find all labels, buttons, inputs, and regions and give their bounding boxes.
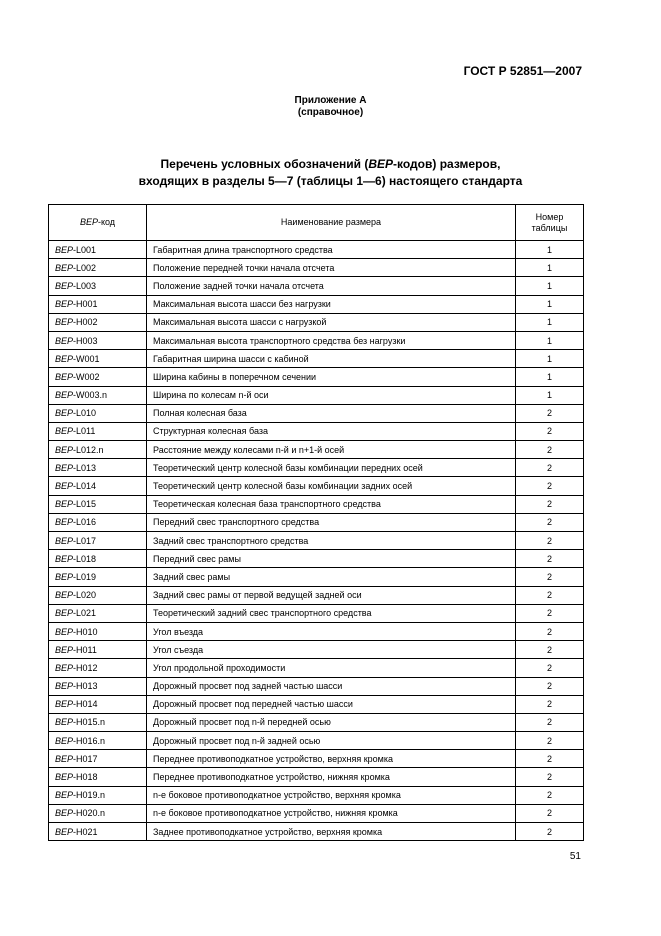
table-number-cell: 2 bbox=[516, 695, 584, 713]
code-prefix: ВЕР bbox=[55, 262, 74, 273]
code-suffix: -L017 bbox=[73, 535, 97, 546]
code-cell bbox=[49, 677, 147, 695]
table-row bbox=[49, 313, 584, 331]
table-row bbox=[49, 568, 584, 586]
table-number-cell: 2 bbox=[516, 786, 584, 804]
table-number-cell: 1 bbox=[516, 368, 584, 386]
code-prefix: ВЕР bbox=[55, 371, 74, 382]
code-suffix: -L018 bbox=[73, 553, 97, 564]
table-row bbox=[49, 713, 584, 731]
name-cell: Переднее противоподкатное устройство, нижняя кромка bbox=[147, 768, 516, 786]
code-prefix: ВЕР bbox=[55, 499, 74, 510]
code-prefix: ВЕР bbox=[55, 571, 74, 582]
table-row bbox=[49, 768, 584, 786]
title-line-2: входящих в разделы 5—7 (таблицы 1—6) настоящего стандарта bbox=[138, 174, 523, 188]
name-cell: n-е боковое противоподкатное устройство, нижняя кромка bbox=[147, 804, 516, 822]
code-suffix: -L013 bbox=[73, 462, 97, 473]
code-cell bbox=[49, 459, 147, 477]
table-row bbox=[49, 241, 584, 259]
table-number-cell: 2 bbox=[516, 823, 584, 841]
table-row bbox=[49, 350, 584, 368]
code-cell bbox=[49, 604, 147, 622]
table-number-cell: 1 bbox=[516, 277, 584, 295]
name-cell: Дорожный просвет под n-й задней осью bbox=[147, 732, 516, 750]
code-suffix: -H011 bbox=[73, 644, 97, 655]
code-cell bbox=[49, 550, 147, 568]
name-cell: Дорожный просвет под задней частью шасси bbox=[147, 677, 516, 695]
code-prefix: ВЕР bbox=[55, 517, 74, 528]
header-name: Наименование размера bbox=[147, 205, 516, 241]
code-prefix: ВЕР bbox=[55, 644, 74, 655]
code-prefix: ВЕР bbox=[55, 681, 74, 692]
code-prefix: ВЕР bbox=[55, 772, 74, 783]
code-prefix: ВЕР bbox=[55, 735, 74, 746]
code-suffix: -H016.n bbox=[73, 735, 106, 746]
code-suffix: -L012.n bbox=[73, 444, 104, 455]
code-cell bbox=[49, 732, 147, 750]
name-cell: Габаритная ширина шасси с кабиной bbox=[147, 350, 516, 368]
header-table-number bbox=[516, 205, 584, 241]
code-cell bbox=[49, 659, 147, 677]
code-cell bbox=[49, 404, 147, 422]
table-header-row bbox=[49, 205, 584, 241]
table-row bbox=[49, 331, 584, 349]
code-cell bbox=[49, 331, 147, 349]
code-cell bbox=[49, 313, 147, 331]
code-prefix: ВЕР bbox=[55, 753, 74, 764]
table-number-cell: 2 bbox=[516, 641, 584, 659]
code-suffix: -H001 bbox=[73, 299, 98, 310]
header-table-number-line1: Номер bbox=[535, 211, 564, 222]
appendix-type: (справочное) bbox=[297, 107, 364, 118]
code-cell bbox=[49, 350, 147, 368]
page-number: 51 bbox=[569, 851, 581, 862]
table-row bbox=[49, 422, 584, 440]
appendix-heading bbox=[0, 95, 661, 119]
table-row bbox=[49, 786, 584, 804]
name-cell: n-е боковое противоподкатное устройство, верхняя кромка bbox=[147, 786, 516, 804]
code-prefix: ВЕР bbox=[55, 826, 74, 837]
table-row bbox=[49, 695, 584, 713]
code-suffix: -L001 bbox=[73, 244, 97, 255]
table-row bbox=[49, 386, 584, 404]
name-cell: Задний свес рамы bbox=[147, 568, 516, 586]
header-code-rest: -код bbox=[97, 217, 116, 227]
table-row bbox=[49, 532, 584, 550]
code-suffix: -L010 bbox=[73, 408, 97, 419]
code-suffix: -W002 bbox=[73, 371, 100, 382]
name-cell: Максимальная высота транспортного средства без нагрузки bbox=[147, 331, 516, 349]
code-prefix: ВЕР bbox=[55, 717, 74, 728]
name-cell: Положение задней точки начала отсчета bbox=[147, 277, 516, 295]
table-number-cell: 2 bbox=[516, 477, 584, 495]
code-prefix: ВЕР bbox=[55, 699, 74, 710]
code-suffix: -H018 bbox=[73, 772, 98, 783]
name-cell: Максимальная высота шасси с нагрузкой bbox=[147, 313, 516, 331]
title-part-after: -кодов) размеров, bbox=[393, 157, 501, 171]
code-prefix: ВЕР bbox=[55, 462, 74, 473]
table-number-cell: 2 bbox=[516, 441, 584, 459]
name-cell: Максимальная высота шасси без нагрузки bbox=[147, 295, 516, 313]
code-cell bbox=[49, 641, 147, 659]
table-row bbox=[49, 404, 584, 422]
code-suffix: -H002 bbox=[73, 317, 98, 328]
header-table-number-line2: таблицы bbox=[531, 222, 568, 233]
code-prefix: ВЕР bbox=[55, 535, 74, 546]
name-cell: Полная колесная база bbox=[147, 404, 516, 422]
code-prefix: ВЕР bbox=[55, 244, 74, 255]
code-cell bbox=[49, 695, 147, 713]
code-suffix: -H020.n bbox=[73, 808, 106, 819]
code-prefix: ВЕР bbox=[55, 317, 74, 328]
header-code bbox=[49, 205, 147, 241]
code-prefix: ВЕР bbox=[55, 299, 74, 310]
code-prefix: ВЕР bbox=[55, 808, 74, 819]
table-number-cell: 2 bbox=[516, 659, 584, 677]
header-code-italic: ВЕР bbox=[79, 217, 98, 227]
table-row bbox=[49, 495, 584, 513]
table-row bbox=[49, 277, 584, 295]
code-cell bbox=[49, 422, 147, 440]
code-suffix: -L011 bbox=[73, 426, 96, 437]
name-cell: Ширина по колесам n-й оси bbox=[147, 386, 516, 404]
name-cell: Заднее противоподкатное устройство, верхняя кромка bbox=[147, 823, 516, 841]
table-row bbox=[49, 550, 584, 568]
title-part-italic: ВЕР bbox=[368, 157, 394, 171]
table-number-cell: 2 bbox=[516, 804, 584, 822]
code-cell bbox=[49, 477, 147, 495]
table-number-cell: 2 bbox=[516, 568, 584, 586]
table-row bbox=[49, 804, 584, 822]
code-suffix: -L015 bbox=[73, 499, 97, 510]
code-suffix: -H012 bbox=[73, 662, 98, 673]
table-number-cell: 2 bbox=[516, 622, 584, 640]
code-prefix: ВЕР bbox=[55, 590, 74, 601]
code-suffix: -H017 bbox=[73, 753, 98, 764]
code-prefix: ВЕР bbox=[55, 662, 74, 673]
document-title bbox=[0, 156, 661, 190]
table-row bbox=[49, 659, 584, 677]
code-suffix: -H003 bbox=[73, 335, 98, 346]
code-suffix: -W001 bbox=[73, 353, 100, 364]
code-cell bbox=[49, 295, 147, 313]
table-number-cell: 1 bbox=[516, 313, 584, 331]
appendix-label: Приложение А bbox=[294, 95, 367, 106]
code-cell bbox=[49, 713, 147, 731]
table-number-cell: 2 bbox=[516, 495, 584, 513]
code-prefix: ВЕР bbox=[55, 426, 74, 437]
code-cell bbox=[49, 513, 147, 531]
title-part-before: Перечень условных обозначений ( bbox=[160, 157, 369, 171]
name-cell: Задний свес транспортного средства bbox=[147, 532, 516, 550]
name-cell: Задний свес рамы от первой ведущей задней оси bbox=[147, 586, 516, 604]
table-number-cell: 2 bbox=[516, 586, 584, 604]
name-cell: Положение передней точки начала отсчета bbox=[147, 259, 516, 277]
code-prefix: ВЕР bbox=[55, 626, 74, 637]
code-cell bbox=[49, 823, 147, 841]
name-cell: Теоретическая колесная база транспортного средства bbox=[147, 495, 516, 513]
code-cell bbox=[49, 622, 147, 640]
code-prefix: ВЕР bbox=[55, 481, 74, 492]
name-cell: Угол въезда bbox=[147, 622, 516, 640]
name-cell: Теоретический задний свес транспортного средства bbox=[147, 604, 516, 622]
code-suffix: -L021 bbox=[73, 608, 97, 619]
code-cell bbox=[49, 368, 147, 386]
code-suffix: -H021 bbox=[73, 826, 98, 837]
table-number-cell: 1 bbox=[516, 259, 584, 277]
code-cell bbox=[49, 568, 147, 586]
table-row bbox=[49, 732, 584, 750]
code-cell bbox=[49, 750, 147, 768]
table-number-cell: 2 bbox=[516, 550, 584, 568]
name-cell: Угол съезда bbox=[147, 641, 516, 659]
code-cell bbox=[49, 532, 147, 550]
code-cell bbox=[49, 441, 147, 459]
table-number-cell: 1 bbox=[516, 241, 584, 259]
code-suffix: -L014 bbox=[73, 481, 97, 492]
table-row bbox=[49, 677, 584, 695]
code-suffix: -H019.n bbox=[73, 790, 106, 801]
bep-code-table bbox=[48, 204, 584, 841]
table-number-cell: 2 bbox=[516, 532, 584, 550]
name-cell: Структурная колесная база bbox=[147, 422, 516, 440]
table-row bbox=[49, 622, 584, 640]
code-suffix: -H013 bbox=[73, 681, 98, 692]
code-prefix: ВЕР bbox=[55, 353, 74, 364]
table-number-cell: 2 bbox=[516, 732, 584, 750]
table-number-cell: 1 bbox=[516, 350, 584, 368]
table-number-cell: 2 bbox=[516, 768, 584, 786]
code-prefix: ВЕР bbox=[55, 608, 74, 619]
code-cell bbox=[49, 241, 147, 259]
name-cell: Габаритная длина транспортного средства bbox=[147, 241, 516, 259]
table-number-cell: 2 bbox=[516, 513, 584, 531]
table-number-cell: 2 bbox=[516, 404, 584, 422]
code-prefix: ВЕР bbox=[55, 553, 74, 564]
code-prefix: ВЕР bbox=[55, 790, 74, 801]
code-cell bbox=[49, 386, 147, 404]
code-prefix: ВЕР bbox=[55, 444, 74, 455]
code-suffix: -H010 bbox=[73, 626, 98, 637]
table-row bbox=[49, 823, 584, 841]
table-row bbox=[49, 750, 584, 768]
code-suffix: -L003 bbox=[73, 280, 97, 291]
table-row bbox=[49, 604, 584, 622]
code-suffix: -L020 bbox=[73, 590, 97, 601]
table-row bbox=[49, 295, 584, 313]
table-row bbox=[49, 441, 584, 459]
table-row bbox=[49, 368, 584, 386]
name-cell: Дорожный просвет под передней частью шасси bbox=[147, 695, 516, 713]
table-number-cell: 2 bbox=[516, 459, 584, 477]
table-number-cell: 2 bbox=[516, 677, 584, 695]
table-row bbox=[49, 586, 584, 604]
table-number-cell: 1 bbox=[516, 331, 584, 349]
name-cell: Передний свес рамы bbox=[147, 550, 516, 568]
code-suffix: -H014 bbox=[73, 699, 98, 710]
name-cell: Угол продольной проходимости bbox=[147, 659, 516, 677]
code-suffix: -L019 bbox=[73, 571, 97, 582]
table-row bbox=[49, 459, 584, 477]
code-prefix: ВЕР bbox=[55, 280, 74, 291]
code-suffix: -H015.n bbox=[73, 717, 106, 728]
code-cell bbox=[49, 277, 147, 295]
code-suffix: -W003.n bbox=[73, 390, 108, 401]
table-number-cell: 2 bbox=[516, 713, 584, 731]
table-row bbox=[49, 259, 584, 277]
name-cell: Теоретический центр колесной базы комбинации задних осей bbox=[147, 477, 516, 495]
name-cell: Передний свес транспортного средства bbox=[147, 513, 516, 531]
name-cell: Переднее противоподкатное устройство, верхняя кромка bbox=[147, 750, 516, 768]
title-line-1 bbox=[0, 156, 661, 173]
code-prefix: ВЕР bbox=[55, 335, 74, 346]
table-number-cell: 1 bbox=[516, 295, 584, 313]
code-cell bbox=[49, 768, 147, 786]
table-row bbox=[49, 477, 584, 495]
table-row bbox=[49, 641, 584, 659]
code-cell bbox=[49, 804, 147, 822]
document-number: ГОСТ Р 52851—2007 bbox=[463, 64, 582, 78]
code-cell bbox=[49, 586, 147, 604]
name-cell: Ширина кабины в поперечном сечении bbox=[147, 368, 516, 386]
table-number-cell: 2 bbox=[516, 750, 584, 768]
table-row bbox=[49, 513, 584, 531]
name-cell: Дорожный просвет под n-й передней осью bbox=[147, 713, 516, 731]
table-number-cell: 2 bbox=[516, 604, 584, 622]
name-cell: Расстояние между колесами n-й и n+1-й осей bbox=[147, 441, 516, 459]
code-cell bbox=[49, 786, 147, 804]
code-prefix: ВЕР bbox=[55, 408, 74, 419]
code-prefix: ВЕР bbox=[55, 390, 74, 401]
code-suffix: -L016 bbox=[73, 517, 97, 528]
name-cell: Теоретический центр колесной базы комбинации передних осей bbox=[147, 459, 516, 477]
table-number-cell: 1 bbox=[516, 386, 584, 404]
code-cell bbox=[49, 259, 147, 277]
code-suffix: -L002 bbox=[73, 262, 97, 273]
code-cell bbox=[49, 495, 147, 513]
table-number-cell: 2 bbox=[516, 422, 584, 440]
